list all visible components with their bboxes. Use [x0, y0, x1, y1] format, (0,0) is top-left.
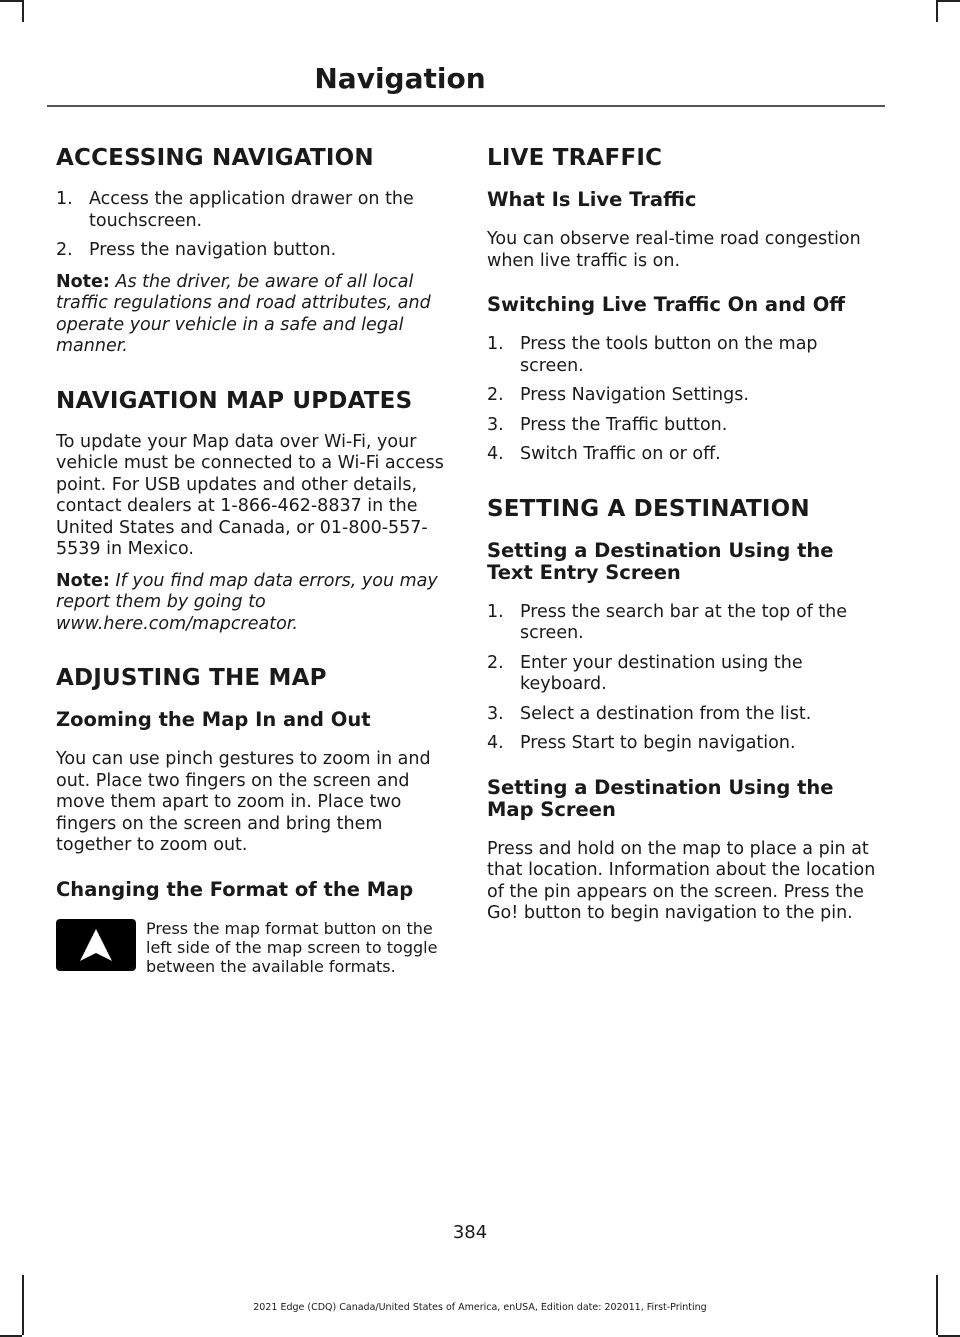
step-text: Press the search bar at the top of the screen.: [520, 601, 848, 643]
step-text: Enter your destination using the keyboard.: [520, 652, 803, 694]
subsection-heading: What Is Live Traffic: [487, 188, 697, 211]
step-number: 1.: [487, 334, 504, 354]
step-number: 2.: [487, 652, 504, 673]
note: [56, 272, 448, 358]
page-title: Navigation: [314, 62, 486, 95]
step-number: 1.: [56, 189, 73, 209]
step-text: Press the navigation button.: [89, 240, 337, 260]
list-item: [487, 444, 883, 466]
step-text: Press the tools button on the map screen.: [520, 334, 818, 376]
subsection-heading: Zooming the Map In and Out: [56, 708, 371, 731]
subsection-heading: Setting a Destination Using the Map Screen: [487, 775, 834, 821]
steps-list: [487, 602, 883, 755]
step-text: Press Start to begin navigation.: [520, 733, 796, 753]
note-text: As the driver, be aware of all local traffic regulations and road attributes, and operate your vehicle in a safe and legal manner.: [56, 271, 431, 356]
crop-mark: [938, 0, 960, 2]
body-text: Press and hold on the map to place a pin at that location. Information about the location of the pin appears on the screen. Press the Go! button to begin navigation to the pin.: [487, 838, 876, 923]
section-heading: NAVIGATION MAP UPDATES: [56, 387, 413, 414]
crop-mark: [22, 0, 24, 22]
list-item: [487, 385, 883, 407]
step-text: Access the application drawer on the touchscreen.: [89, 189, 414, 231]
crop-mark: [0, 0, 22, 2]
accessing-navigation-section: [56, 145, 448, 358]
step-text: Select a destination from the list.: [520, 703, 812, 724]
body-text: To update your Map data over Wi-Fi, your vehicle must be connected to a Wi-Fi access point. For USB updates and other details, contact dealers at 1-866-462-8837 in the United States and Canada, or 01-800-557-5539 in Mexico.: [56, 431, 444, 559]
adjusting-map-section: [56, 665, 448, 976]
list-item: [487, 653, 883, 696]
step-text: Press Navigation Settings.: [520, 385, 749, 405]
map-format-arrow-icon: [56, 919, 136, 971]
footer-edition: 2021 Edge (CDQ) Canada/United States of America, enUSA, Edition date: 202011, First-Printing: [253, 1302, 707, 1313]
step-text: Press the Traffic button.: [520, 414, 728, 435]
header-divider: [47, 105, 885, 107]
step-number: 1.: [487, 601, 504, 622]
subsection-heading: Changing the Format of the Map: [56, 877, 414, 901]
note: [56, 571, 448, 636]
step-number: 3.: [487, 414, 504, 435]
list-item: [487, 733, 883, 755]
map-format-block: [56, 919, 448, 976]
note-label: Note:: [56, 271, 110, 292]
step-number: 4.: [487, 444, 504, 464]
steps-list: [487, 334, 883, 466]
step-text: Switch Traffic on or off.: [520, 444, 721, 464]
list-item: [487, 704, 883, 726]
subsection-heading: Setting a Destination Using the Text Entry Screen: [487, 538, 834, 584]
live-traffic-section: [487, 145, 883, 466]
list-item: [487, 334, 883, 377]
step-number: 4.: [487, 733, 504, 753]
section-heading: LIVE TRAFFIC: [487, 145, 663, 171]
section-heading: SETTING A DESTINATION: [487, 495, 810, 522]
step-number: 2.: [487, 385, 504, 405]
crop-mark: [936, 0, 938, 22]
body-text: You can observe real-time road congestion when live traffic is on.: [487, 229, 861, 271]
steps-list: [56, 189, 448, 262]
list-item: [487, 602, 883, 645]
subsection-heading: Switching Live Traffic On and Off: [487, 293, 846, 316]
step-number: 2.: [56, 240, 73, 260]
note-text: If you find map data errors, you may report them by going to www.here.com/mapcreator.: [56, 570, 438, 634]
step-number: 3.: [487, 703, 504, 724]
list-item: [56, 189, 448, 232]
map-updates-section: [56, 388, 448, 636]
note-label: Note:: [56, 570, 110, 591]
page-number: 384: [452, 1222, 488, 1243]
right-column: [487, 145, 883, 935]
list-item: [487, 415, 883, 437]
body-text: You can use pinch gestures to zoom in and out. Place two fingers on the screen and move them apart to zoom in. Place two fingers on the screen and bring them together to zoom out.: [56, 749, 431, 855]
left-column: [56, 145, 448, 976]
body-text: Press the map format button on the left side of the map screen to toggle between the available formats.: [146, 918, 438, 976]
section-heading: ADJUSTING THE MAP: [56, 665, 327, 691]
setting-destination-section: [487, 496, 883, 925]
list-item: [56, 240, 448, 262]
section-heading: ACCESSING NAVIGATION: [56, 145, 374, 171]
